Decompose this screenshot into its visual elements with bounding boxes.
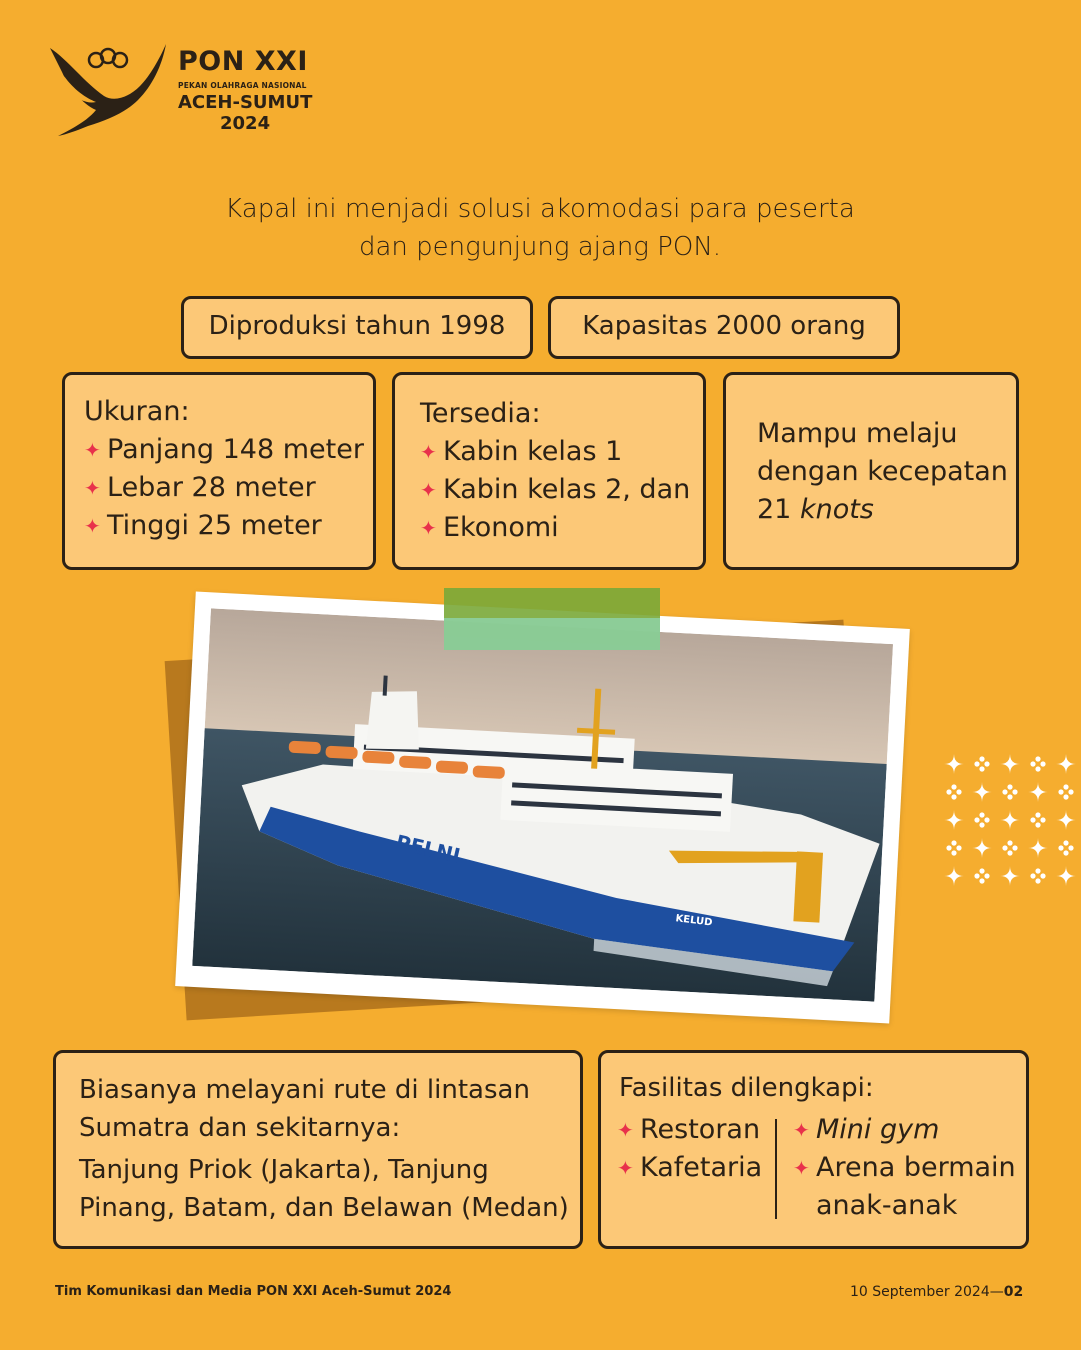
- facility-card: [598, 1050, 1029, 1249]
- star-bullet-icon: ✦: [420, 516, 437, 540]
- logo-year: 2024: [220, 113, 271, 134]
- speed-line: dengan kecepatan: [757, 456, 1008, 487]
- list-item: ✦ Ekonomi: [420, 509, 690, 547]
- production-year-text: Diproduksi tahun 1998: [208, 311, 506, 341]
- size-heading: Ukuran:: [84, 396, 190, 427]
- list-item: ✦ Restoran: [617, 1111, 762, 1149]
- page-number: 02: [1003, 1284, 1024, 1300]
- availability-card: [392, 372, 706, 570]
- tape-decoration: [444, 588, 660, 650]
- list-item: ✦ Kabin kelas 1: [420, 433, 690, 471]
- availability-heading: Tersedia:: [420, 398, 541, 429]
- logo-region: ACEH-SUMUT: [178, 92, 313, 113]
- list-item: ✦ Tinggi 25 meter: [84, 507, 364, 545]
- route-line: Pinang, Batam, dan Belawan (Medan): [79, 1193, 569, 1223]
- logo-title: PON XXI: [178, 46, 308, 77]
- list-item: ✦ Kabin kelas 2, dan: [420, 471, 690, 509]
- sparkle-pattern-icon: [942, 752, 1080, 886]
- logo-subtitle: PEKAN OLAHRAGA NASIONAL: [178, 81, 307, 90]
- ship-brand: PELNI: [393, 829, 463, 868]
- capacity-pill: [548, 296, 900, 359]
- footer-credit: Tim Komunikasi dan Media PON XXI Aceh-Sumut 2024: [55, 1284, 452, 1299]
- star-bullet-icon: ✦: [420, 478, 437, 502]
- star-bullet-icon: ✦: [617, 1156, 634, 1180]
- star-bullet-icon: ✦: [84, 514, 101, 538]
- speed-line: Mampu melaju: [757, 418, 958, 449]
- route-line: Tanjung Priok (Jakarta), Tanjung: [79, 1155, 489, 1185]
- facility-heading: Fasilitas dilengkapi:: [619, 1073, 874, 1103]
- footer-date: 10 September 2024: [850, 1284, 990, 1300]
- intro-text: [120, 190, 960, 266]
- star-bullet-icon: ✦: [84, 476, 101, 500]
- star-bullet-icon: ✦: [420, 440, 437, 464]
- ship-name: KELUD: [674, 913, 713, 929]
- pon-logo: [48, 40, 338, 140]
- list-item: ✦ Mini gym: [793, 1111, 1016, 1149]
- production-year-pill: [181, 296, 533, 359]
- size-card: [62, 372, 376, 570]
- footer-date-page: 10 September 2024—02: [850, 1284, 1024, 1300]
- speed-value: 21 knots: [757, 494, 874, 525]
- speed-card: [723, 372, 1019, 570]
- ship-photo-frame: [175, 592, 910, 1024]
- flower-pattern-icon: [4, 752, 128, 886]
- star-bullet-icon: ✦: [84, 438, 101, 462]
- list-item: ✦ Lebar 28 meter: [84, 469, 364, 507]
- column-divider: [775, 1119, 777, 1219]
- star-bullet-icon: ✦: [617, 1118, 634, 1142]
- bird-emblem-icon: [48, 40, 170, 140]
- list-item: ✦ Arena bermain: [793, 1149, 1016, 1187]
- route-card: [53, 1050, 583, 1249]
- capacity-text: Kapasitas 2000 orang: [582, 311, 866, 341]
- route-line: Sumatra dan sekitarnya:: [79, 1113, 401, 1143]
- star-bullet-icon: ✦: [793, 1118, 810, 1142]
- list-item-continuation: anak-anak: [816, 1190, 958, 1221]
- route-line: Biasanya melayani rute di lintasan: [79, 1075, 530, 1105]
- star-bullet-icon: ✦: [793, 1156, 810, 1180]
- intro-line: Kapal ini menjadi solusi akomodasi para peserta: [225, 194, 855, 224]
- list-item: ✦ Kafetaria: [617, 1149, 762, 1187]
- ship-photo: [192, 608, 893, 1001]
- intro-line: dan pengunjung ajang PON.: [358, 232, 722, 262]
- list-item: ✦ Panjang 148 meter: [84, 431, 364, 469]
